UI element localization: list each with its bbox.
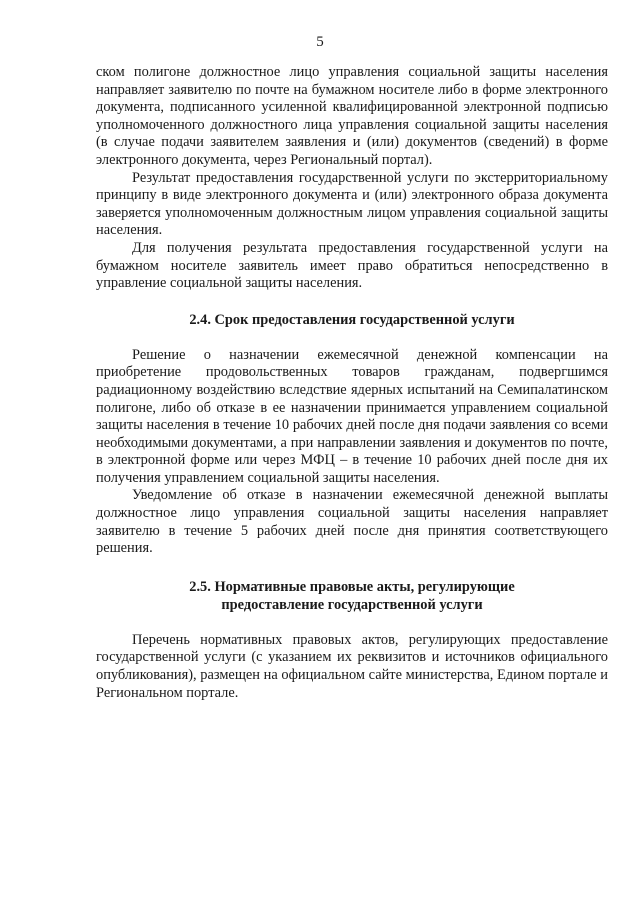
section-heading-2-4: 2.4. Срок предоставления государственной услуги — [189, 311, 515, 328]
paragraph-decision-term: Решение о назначении ежемесячной денежной компенсации на приобретение продовольственных товаров гражданам, подвергшимся радиационному воздействию вследствие ядерных испытаний на Семипалатинском полигоне, либо об отказе в ее назначении принимается управлением социальной защиты населения в течение 10 рабочих дней после дня подачи заявления со всеми необходимыми документами, а при направлении заявления и документов по почте, в электронной форме или через МФЦ – в течение 10 рабочих дней после дня их получения управлением социальной защиты населения. — [96, 346, 608, 486]
section-heading-2-5 — [96, 578, 608, 614]
paragraph-continued: ском полигоне должностное лицо управления социальной защиты населения направляет заявителю по почте на бумажном носителе либо в форме электронного документа, подписанного усиленной квалифицированной электронной подписью уполномоченного должностного лица управления социальной защиты населения (в случае подачи заявителем заявления и (или) документов (сведений) в форме электронного документа, через Региональный портал). — [96, 64, 608, 168]
paragraph-legal-acts: Перечень нормативных правовых актов, регулирующих предоставление государственной услуги (с указанием их реквизитов и источников официального опубликования), размещен на официальном сайте министерства, Едином портале и Региональном портале. — [96, 631, 608, 701]
paragraph-refusal-notice: Уведомление об отказе в назначении ежемесячной денежной выплаты должностное лицо управления социальной защиты населения направляет заявителю в течение 5 рабочих дней после дня принятия соответствующего решения. — [96, 487, 608, 557]
page-number: 5 — [316, 34, 324, 50]
section-heading-2-5-line2: предоставление государственной услуги — [221, 596, 483, 613]
paragraph-paper-result: Для получения результата предоставления государственной услуги на бумажном носителе заявитель имеет право обратиться непосредственно в управление социальной защиты населения. — [96, 239, 608, 292]
section-heading-2-5-line1: 2.5. Нормативные правовые акты, регулирующие — [189, 578, 515, 595]
document-body — [96, 64, 608, 702]
paragraph-result-extraterritorial: Результат предоставления государственной услуги по экстерриториальному принципу в виде электронного документа и (или) электронного образа документа заверяется уполномоченным должностным лицом управления социальной защиты населения. — [96, 169, 608, 239]
